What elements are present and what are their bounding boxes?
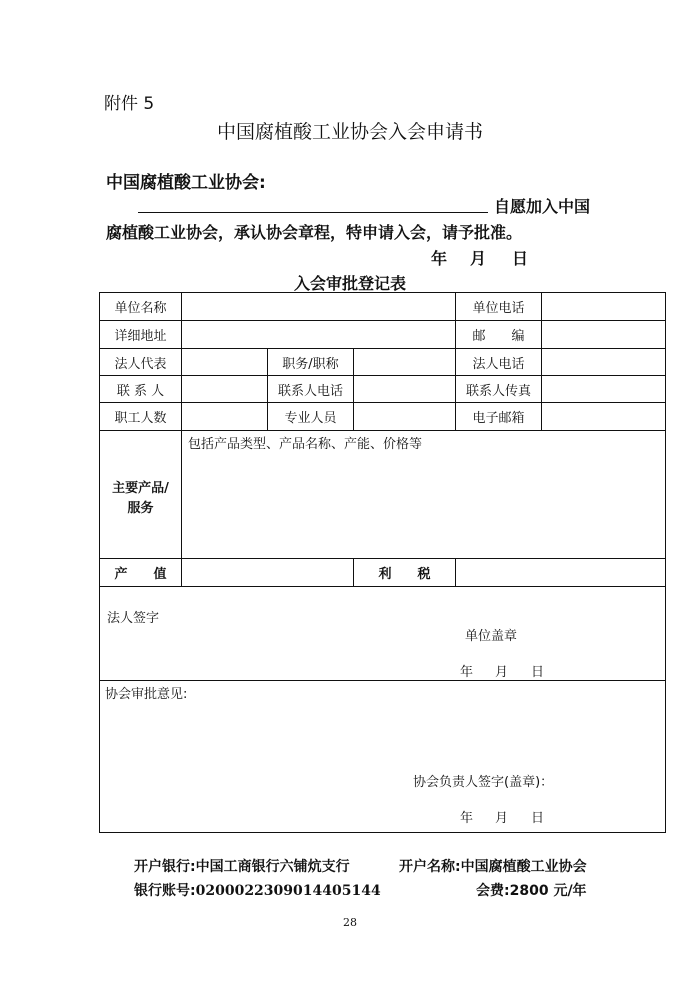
unit-phone-label: 单位电话 — [472, 301, 525, 316]
registration-form — [99, 292, 666, 833]
position-label: 职务/职称 — [282, 356, 339, 372]
bank-label: 开户银行: — [134, 859, 196, 875]
legal-rep-field[interactable] — [182, 349, 267, 375]
signature-year: 年 — [460, 665, 474, 680]
unit-name-label: 单位名称 — [114, 301, 167, 316]
account-number-label: 银行账号: — [134, 883, 196, 899]
approval-year: 年 — [460, 811, 474, 826]
fee-info — [476, 880, 587, 900]
profit-tax-field[interactable] — [456, 559, 665, 586]
address-field[interactable] — [182, 321, 455, 348]
output-value-field[interactable] — [182, 559, 353, 586]
addressee: 中国腐植酸工业协会: — [106, 173, 266, 193]
attachment-label: 附件 5 — [104, 94, 155, 114]
products-field[interactable] — [182, 451, 665, 558]
legal-phone-field[interactable] — [542, 349, 665, 375]
applicant-name-blank[interactable] — [138, 212, 488, 213]
email-field[interactable] — [542, 403, 665, 430]
account-number: 0200022309014405144 — [195, 883, 381, 899]
products-hint: 包括产品类型、产品名称、产能、价格等 — [188, 437, 423, 452]
fee-amount: 2800 元/年 — [509, 883, 587, 899]
products-label-line1: 主要产品/ — [112, 480, 169, 496]
professionals-label: 专业人员 — [284, 411, 337, 426]
signature-day: 日 — [531, 665, 545, 680]
products-label-line2: 服务 — [127, 500, 154, 516]
approval-opinion-label: 协会审批意见: — [105, 687, 188, 702]
approval-day: 日 — [531, 811, 545, 826]
row-divider — [100, 430, 665, 431]
professionals-field[interactable] — [354, 403, 455, 430]
unit-name-field[interactable] — [182, 293, 455, 320]
bank-info — [134, 856, 350, 876]
legal-rep-label: 法人代表 — [114, 356, 167, 372]
postcode-label: 邮 编 — [472, 329, 525, 344]
account-number-info — [134, 880, 381, 900]
form-title: 入会审批登记表 — [293, 274, 406, 293]
address-label: 详细地址 — [114, 329, 167, 344]
account-name: 中国腐植酸工业协会 — [460, 859, 587, 875]
contact-fax-label: 联系人传真 — [465, 383, 531, 399]
account-name-info — [399, 856, 587, 876]
postcode-field[interactable] — [542, 321, 665, 348]
application-line-2: 腐植酸工业协会，承认协会章程，特申请入会，请予批准。 — [106, 223, 523, 242]
row-divider — [100, 586, 665, 587]
contact-fax-field[interactable] — [542, 376, 665, 402]
legal-signature-label: 法人签字 — [107, 611, 160, 626]
contact-phone-label: 联系人电话 — [277, 383, 343, 399]
application-date-day: 日 — [512, 249, 529, 268]
approval-month: 月 — [495, 811, 509, 826]
legal-phone-label: 法人电话 — [472, 356, 525, 372]
application-date-year: 年 — [431, 249, 448, 268]
page-number: 28 — [343, 916, 357, 929]
employees-label: 职工人数 — [114, 411, 167, 426]
document-title: 中国腐植酸工业协会入会申请书 — [216, 121, 483, 143]
bank-name: 中国工商银行六铺炕支行 — [195, 859, 350, 875]
unit-phone-field[interactable] — [542, 293, 665, 320]
contact-label: 联 系 人 — [116, 383, 165, 399]
position-field[interactable] — [354, 349, 455, 375]
contact-phone-field[interactable] — [354, 376, 455, 402]
unit-seal-label: 单位盖章 — [465, 629, 518, 644]
email-label: 电子邮箱 — [472, 411, 525, 426]
row-divider — [100, 680, 665, 681]
employees-field[interactable] — [182, 403, 267, 430]
output-value-label: 产 值 — [114, 567, 167, 582]
fee-label: 会费: — [476, 883, 510, 899]
signature-month: 月 — [495, 665, 509, 680]
account-name-label: 开户名称: — [399, 859, 461, 875]
application-line-1: 自愿加入中国 — [494, 197, 591, 216]
profit-tax-label: 利 税 — [378, 567, 431, 582]
responsible-signature-label: 协会负责人签字(盖章)： — [413, 775, 554, 790]
application-date-month: 月 — [470, 249, 487, 268]
contact-field[interactable] — [182, 376, 267, 402]
